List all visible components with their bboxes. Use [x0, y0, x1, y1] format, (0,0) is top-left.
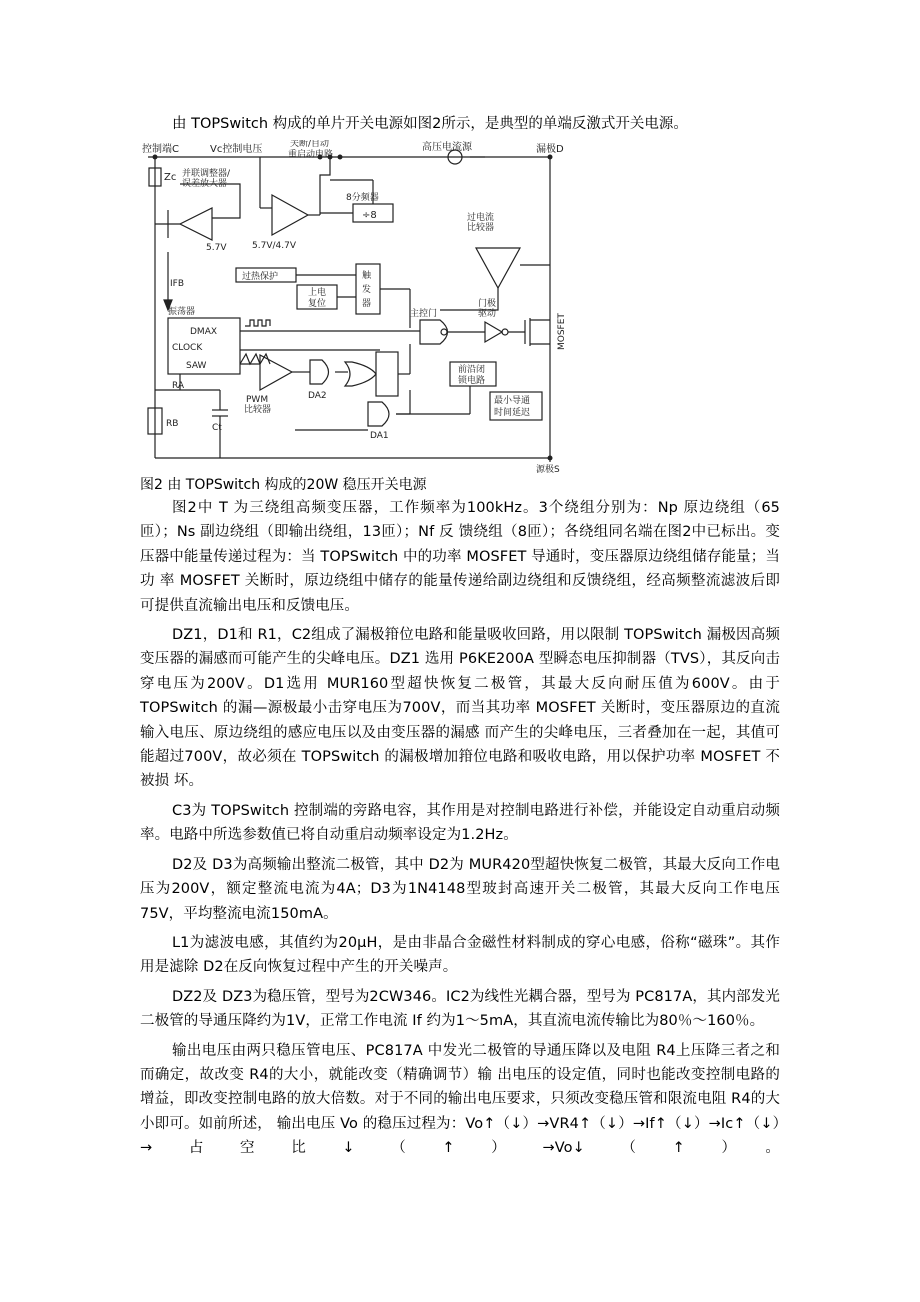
label-shutdown-2: 重启动电路	[288, 150, 334, 160]
label-trigger-2: 发	[362, 285, 372, 295]
label-leading-edge-2: 锁电路	[458, 376, 486, 386]
label-gate-drive-1: 门极	[478, 299, 497, 309]
paragraph-output-voltage: 输出电压由两只稳压管电压、PC817A 中发光二极管的导通压降以及电阻 R4上压降三者之和而确定，故改变 R4的大小，就能改变（精确调节）输 出电压的设定值，同时也能改变控制电路的增益，即改变控制电路的放大倍数。对于不同的输出电压要求，只须改变稳压管和限流电阻 R4的大小即可。如前所述， 输出电压 Vo 的稳压过程为：Vo↑（↓）→VR4↑（↓）→If↑（↓）→Ic↑（↓）→占空比↓（↑）→Vo↓（↑）。	[140, 1042, 780, 1157]
label-oscillator: 振荡器	[168, 307, 196, 317]
label-overcurrent-1: 过电流	[467, 213, 495, 223]
label-por-1: 上电	[308, 288, 327, 298]
paragraph-c3: C3为 TOPSwitch 控制端的旁路电容，其作用是对控制电路进行补偿，并能设定自动重启动频率。电路中所选参数值已将自动重启动频率设定为1.2Hz。	[140, 802, 780, 844]
label-saw: SAW	[186, 361, 207, 371]
label-dmax: DMAX	[190, 327, 218, 337]
label-zc: Zc	[164, 172, 177, 183]
label-5-7-4-7v: 5.7V/4.7V	[252, 241, 296, 251]
circuit-diagram	[140, 140, 580, 475]
label-min-on-2: 时间延迟	[494, 408, 531, 418]
intro-paragraph: 由 TOPSwitch 构成的单片开关电源如图2所示，是典型的单端反激式开关电源。	[172, 116, 688, 132]
paragraph-clamp: DZ1，D1和 R1，C2组成了漏极箝位电路和能量吸收回路，用以限制 TOPSwitch 漏极因高频变压器的漏感而可能产生的尖峰电压。DZ1 选用 P6KE200A 型瞬态电压抑制器（TVS），其反向击穿电压为200V。D1选用 MUR160型超快恢复二极管，其最大反向耐压值为600V。由于 TOPSwitch 的漏—源极最小击穿电压为700V，而当其功率 MOSFET 关断时，变压器原边的直流输入电压、原边绕组的感应电压以及由变压器的漏感 而产生的尖峰电压，三者叠加在一起，其值可能超过700V，故必须在 TOPSwitch 的漏极增加箝位电路和吸收电路，用以保护功率 MOSFET 不被损 坏。	[140, 627, 780, 790]
paragraph-transformer: 图2中 T 为三绕组高频变压器，工作频率为100kHz。3个绕组分别为：Np 原边绕组（65匝）；Ns 副边绕组（即输出绕组，13匝）；Nf 反 馈绕组（8匝）；各绕组同名端在图2中已标出。变压器中能量传递过程为：当 TOPSwitch 中的功率 MOSFET 导通时，变压器原边绕组储存能量；当功 率 MOSFET 关断时，原边绕组中储存的能量传递给副边绕组和反馈绕组，经高频整流滤波后即可提供直流输出电压和反馈电压。	[140, 500, 780, 614]
label-main-gate: 主控门	[410, 309, 438, 319]
label-vc-control-voltage: Vc控制电压	[210, 144, 263, 155]
label-clock: CLOCK	[172, 343, 203, 353]
label-trigger-3: 器	[362, 299, 372, 309]
label-pwm-1: PWM	[246, 395, 269, 405]
paragraph-diodes: D2及 D3为高频输出整流二极管，其中 D2为 MUR420型超快恢复二极管，其最大反向工作电压为200V，额定整流电流为4A；D3为1N4148型玻封高速开关二极管，其最大反向工作电压75V，平均整流电流150mA。	[140, 856, 780, 922]
label-control-c: 控制端C	[142, 144, 179, 155]
circuit-diagram-figure	[140, 140, 580, 475]
label-da1: DA1	[370, 431, 389, 441]
label-gate-drive-2: 驱动	[478, 309, 497, 319]
paragraph-zener-opto: DZ2及 DZ3为稳压管，型号为2CW346。IC2为线性光耦合器，型号为 PC817A，其内部发光二极管的导通压降约为1V，正常工作电流 If 约为1～5mA，其直流电流传输比为80％～160％。	[140, 988, 780, 1030]
label-min-on-1: 最小导通	[494, 396, 531, 406]
label-pwm-2: 比较器	[244, 405, 272, 415]
label-drain-d: 漏极D	[536, 144, 564, 155]
paragraph-l1: L1为滤波电感，其值约为20μH，是由非晶合金磁性材料制成的穿心电感，俗称“磁珠”。其作用是滤除 D2在反向恢复过程中产生的开关噪声。	[140, 934, 780, 976]
label-por-2: 复位	[308, 299, 327, 309]
label-ifb: IFB	[170, 279, 185, 289]
label-5-7v: 5.7V	[206, 243, 227, 253]
label-shutdown-1: 关断/自动	[290, 140, 330, 149]
label-thermal-protect: 过热保护	[242, 272, 279, 282]
label-da2: DA2	[308, 391, 327, 401]
label-mosfet: MOSFET	[557, 313, 567, 350]
label-divider-title: 8分频器	[346, 193, 379, 203]
label-source-s: 源极S	[536, 465, 560, 475]
label-hv-current-source: 高压电流源	[422, 142, 472, 153]
label-ra: RA	[172, 381, 185, 391]
label-leading-edge-1: 前沿闭	[458, 365, 486, 375]
label-overcurrent-2: 比较器	[467, 223, 495, 233]
label-ct: Ct	[212, 423, 222, 433]
label-shunt-2: 误差放大器	[182, 179, 228, 189]
label-shunt-1: 并联调整器/	[182, 169, 231, 179]
figure-caption: 图2 由 TOPSwitch 构成的20W 稳压开关电源	[140, 477, 427, 493]
label-trigger-1: 触	[362, 271, 372, 281]
label-rb: RB	[166, 419, 179, 429]
label-divider-value: ÷8	[362, 210, 377, 221]
body-text	[140, 496, 780, 1166]
